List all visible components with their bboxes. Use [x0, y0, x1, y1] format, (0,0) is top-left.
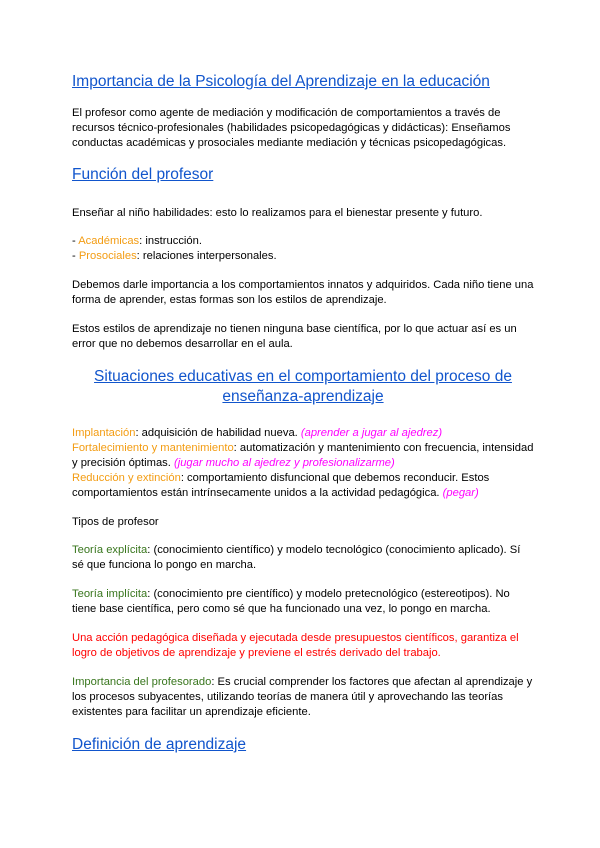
term-implantacion: Implantación [72, 427, 136, 439]
term-teoria-implicita: Teoría implícita [72, 588, 148, 600]
fortalecimiento-example: (jugar mucho al ajedrez y profesionalizarme) [173, 457, 395, 469]
term-fortalecimiento: Fortalecimiento y mantenimiento [72, 442, 234, 454]
term-teoria-explicita: Teoría explícita [72, 544, 148, 556]
implantacion-desc: : adquisición de habilidad nueva. [135, 427, 301, 439]
paragraph-teach: Enseñar al niño habilidades: esto lo realizamos para el bienestar presente y futuro. [72, 207, 483, 219]
term-academicas: Académicas [78, 235, 140, 247]
prosociales-desc: : relaciones interpersonales. [136, 250, 277, 262]
teoria-explicita-desc: : (conocimiento científico) y modelo tecnológico (conocimiento aplicado). Sí sé que funciona lo pongo en marcha. [72, 544, 521, 571]
item-fortalecimiento [72, 441, 534, 471]
heading-definicion[interactable]: Definición de aprendizaje [72, 736, 247, 753]
list-item-prosociales [72, 249, 534, 264]
heading-funcion-profesor[interactable]: Función del profesor [72, 166, 214, 183]
teoria-implicita-desc: : (conocimiento pre científico) y modelo pretecnológico (estereotipos). No tiene base científica, pero como sé que ha funcionado una vez, lo pongo en marcha. [72, 588, 510, 615]
academicas-desc: : instrucción. [139, 235, 202, 247]
fortalecimiento-desc: : automatización y mantenimiento con frecuencia, intensidad y precisión óptimas. [72, 442, 534, 469]
paragraph-styles: Estos estilos de aprendizaje no tienen ninguna base científica, por lo que actuar así es un error que no debemos desarrollar en el aula. [72, 323, 517, 350]
heading-importancia[interactable]: Importancia de la Psicología del Aprendizaje en la educación [72, 73, 490, 90]
item-teoria-implicita [72, 587, 534, 617]
term-prosociales: Prosociales [78, 250, 137, 262]
heading-situaciones[interactable]: Situaciones educativas en el comportamiento del proceso de enseñanza-aprendizaje [94, 368, 512, 405]
item-implantacion [72, 426, 534, 441]
importancia-profesorado-desc: : Es crucial comprender los factores que afectan al aprendizaje y los procesos subyacentes, utilizando teorías de manera útil y aprovechando las teorías existentes para facilitar un aprendizaje eficiente. [72, 676, 533, 718]
reduccion-desc: : comportamiento disfuncional que debemos reconducir. Estos comportamientos están intrínsecamente unidos a la actividad pedagógica. [72, 472, 490, 499]
list-bullet: - [72, 250, 79, 262]
list-item-academicas [72, 234, 534, 249]
item-importancia-profesorado [72, 675, 534, 720]
paragraph-intro: El profesor como agente de mediación y modificación de comportamientos a través de recursos técnico-profesionales (habilidades psicopedagógicas y didácticas): Enseñamos conductas académicas y prosociales mediante mediación y técnicas psicopedagógicas. [72, 107, 511, 149]
paragraph-tipos: Tipos de profesor [72, 516, 159, 528]
item-teoria-explicita [72, 543, 534, 573]
list-bullet: - [72, 235, 79, 247]
item-reduccion [72, 471, 534, 501]
reduccion-example: (pegar) [442, 487, 479, 499]
implantacion-example: (aprender a jugar al ajedrez) [300, 427, 443, 439]
term-reduccion: Reducción y extinción [72, 472, 181, 484]
term-importancia-profesorado: Importancia del profesorado [72, 676, 212, 688]
paragraph-red-note: Una acción pedagógica diseñada y ejecutada desde presupuestos científicos, garantiza el logro de objetivos de aprendizaje y previene el estrés derivado del trabajo. [72, 632, 519, 659]
paragraph-innate: Debemos darle importancia a los comportamientos innatos y adquiridos. Cada niño tiene una forma de aprender, estas formas son los estilos de aprendizaje. [72, 279, 534, 306]
